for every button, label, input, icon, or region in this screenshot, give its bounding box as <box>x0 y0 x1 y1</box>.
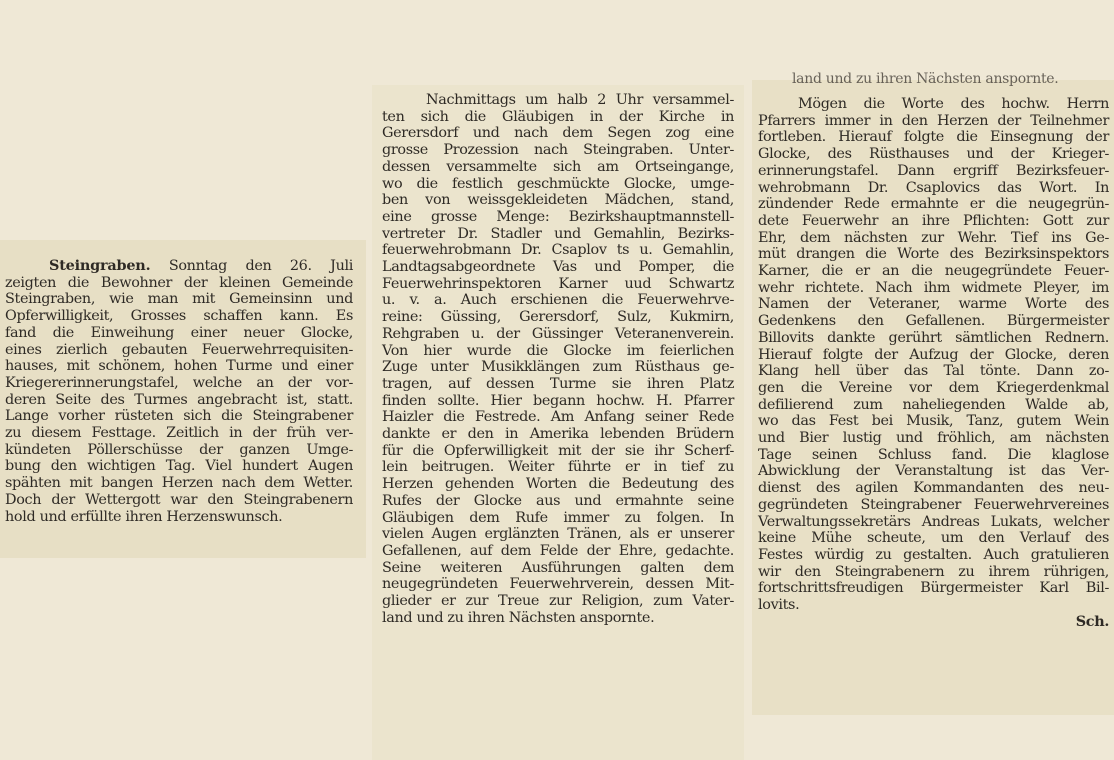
text-line: eines zierlich gebauten Feuerwehrrequisiten- <box>5 341 353 358</box>
column-1-text <box>5 258 353 525</box>
cut-off-text-fragment <box>752 71 1114 92</box>
text-line: finden sollte. Hier begann hochw. H. Pfarrer <box>382 392 734 409</box>
text-line: gen die Vereine vor dem Kriegerdenkmal <box>758 379 1109 396</box>
text-line: Haizler die Festrede. Am Anfang seiner Rede <box>382 409 734 426</box>
column-1-first-line <box>5 258 353 275</box>
article-clipping-3 <box>752 80 1114 715</box>
text-line: fortschrittsfreudigen Bürgermeister Karl Bil- <box>758 580 1109 597</box>
text-line: erinnerungstafel. Dann ergriff Bezirksfeuer- <box>758 162 1109 179</box>
text-line: Tage seinen Schluss fand. Die klaglose <box>758 446 1109 463</box>
text-line: wehr richtete. Nach ihm widmete Pleyer, im <box>758 279 1109 296</box>
text-line: eine grosse Menge: Bezirkshauptmannstell- <box>382 208 734 225</box>
text-line: kündeten Pöllerschüsse der ganzen Umge- <box>5 441 353 458</box>
text-line: zündender Rede ermahnte er die neugegrün- <box>758 196 1109 213</box>
text-line: tragen, auf dessen Turme sie ihren Platz <box>382 375 734 392</box>
text-line: hold und erfüllte ihren Herzenswunsch. <box>5 508 283 525</box>
author-signature: Sch. <box>1075 612 1109 630</box>
text-line: deren Seite des Turmes angebracht ist, statt. <box>5 391 353 408</box>
text-line: Pfarrers immer in den Herzen der Teilnehmer <box>758 112 1109 129</box>
text-line: Klang hell über das Tal tönte. Dann zo- <box>758 363 1109 380</box>
text-line: vertreter Dr. Stadler und Gemahlin, Bezirks- <box>382 225 734 242</box>
text-line: müt drangen die Worte des Bezirksinspektors <box>758 246 1109 263</box>
text-line: Billovits dankte gerührt sämtlichen Rednern. <box>758 329 1109 346</box>
column-2-text <box>382 92 734 627</box>
text-line: Nachmittags um halb 2 Uhr versammel- <box>426 92 734 108</box>
fragment-text: land und zu ihren Nächsten anspornte. <box>792 71 1059 87</box>
text-line: Herzen gehenden Worten die Bedeutung des <box>382 476 734 493</box>
text-line: dienst des agilen Kommandanten des neu- <box>758 480 1109 497</box>
article-heading: Steingraben. <box>49 257 151 274</box>
text-line: fortleben. Hierauf folgte die Einsegnung der <box>758 129 1109 146</box>
text-line: Mögen die Worte des hochw. Herrn <box>798 96 1109 112</box>
text-line: neugegründeten Feuerwehrverein, dessen Mit- <box>382 576 734 593</box>
text-line: wo die festlich geschmückte Glocke, umge- <box>382 175 734 192</box>
text-line: lein beitrugen. Weiter führte er in tief zu <box>382 459 734 476</box>
text-line: gegründeten Steingrabener Feuerwehrvereines <box>758 496 1109 513</box>
text-line: zeigten die Bewohner der kleinen Gemeinde <box>5 274 353 291</box>
text-line: fand die Einweihung einer neuer Glocke, <box>5 324 353 341</box>
text-line: Seine weiteren Ausführungen galten dem <box>382 559 734 576</box>
text-line: wo das Fest bei Musik, Tanz, gutem Wein <box>758 413 1109 430</box>
text-line: Lange vorher rüsteten sich die Steingrabener <box>5 408 353 425</box>
text-line: zu diesem Festtage. Zeitlich in der früh ver- <box>5 425 353 442</box>
article-clipping-1 <box>0 240 366 558</box>
text-line: land und zu ihren Nächsten anspornte. <box>382 609 655 626</box>
text-line: ten sich die Gläubigen in der Kirche in <box>382 108 734 125</box>
text-line: Steingraben, wie man mit Gemeinsinn und <box>5 291 353 308</box>
text-line: Rehgraben u. der Güssinger Veteranenverein. <box>382 325 734 342</box>
text-line: und Bier lustig und fröhlich, am nächsten <box>758 430 1109 447</box>
text-line: dankte er den in Amerika lebenden Brüdern <box>382 426 734 443</box>
text-line: Karner, die er an die neugegründete Feuer- <box>758 263 1109 280</box>
text-line: vielen Augen erglänzten Tränen, als er unserer <box>382 526 734 543</box>
text-line: Gläubigen dem Rufe immer zu folgen. In <box>382 509 734 526</box>
text-line: Feuerwehrinspektoren Karner uud Schwartz <box>382 275 734 292</box>
text-line: Verwaltungssekretärs Andreas Lukats, welcher <box>758 513 1109 530</box>
text-line: dessen versammelte sich am Ortseingange, <box>382 158 734 175</box>
text-line: Zuge unter Musikklängen zum Rüsthaus ge- <box>382 359 734 376</box>
text-line: bung den wichtigen Tag. Viel hundert Augen <box>5 458 353 475</box>
text-line: ben von weissgekleideten Mädchen, stand, <box>382 192 734 209</box>
text-line: Opferwilligkeit, Grosses schaffen kann. Es <box>5 308 353 325</box>
heading-line-rest: Sonntag den 26. Juli <box>168 258 353 274</box>
text-line: Landtagsabgeordnete Vas und Pomper, die <box>382 259 734 276</box>
text-line: Rufes der Glocke aus und ermahnte seine <box>382 492 734 509</box>
text-line: für die Opferwilligkeit mit der sie ihr Scherf- <box>382 442 734 459</box>
text-line: Kriegererinnerungstafel, welche an der vor- <box>5 374 353 391</box>
text-line: Abwicklung der Veranstaltung ist das Ver- <box>758 463 1109 480</box>
text-line: u. v. a. Auch erschienen die Feuerwehrve- <box>382 292 734 309</box>
text-line: glieder er zur Treue zur Religion, zum Vater- <box>382 593 734 610</box>
text-line: Hierauf folgte der Aufzug der Glocke, deren <box>758 346 1109 363</box>
text-line: keine Mühe scheute, um den Verlauf des <box>758 530 1109 547</box>
text-line: Doch der Wettergott war den Steingrabenern <box>5 491 353 508</box>
text-line: Glocke, des Rüsthauses und der Krieger- <box>758 146 1109 163</box>
text-line: defilierend zum naheliegenden Walde ab, <box>758 396 1109 413</box>
text-line: hauses, mit schönem, hohen Turme und einer <box>5 358 353 375</box>
article-clipping-2 <box>372 85 744 760</box>
text-line: Von hier wurde die Glocke im feierlichen <box>382 342 734 359</box>
text-line: Festes würdig zu gestalten. Auch gratulieren <box>758 546 1109 563</box>
text-line: reine: Güssing, Gerersdorf, Sulz, Kukmirn, <box>382 309 734 326</box>
text-line: wir den Steingrabenern zu ihrem rührigen, <box>758 563 1109 580</box>
text-line: Gedenkens den Gefallenen. Bürgermeister <box>758 313 1109 330</box>
text-line: Ehr, dem nächsten zur Wehr. Tief ins Ge- <box>758 229 1109 246</box>
text-line: Namen der Veteraner, warme Worte des <box>758 296 1109 313</box>
text-line: wehrobmann Dr. Csaplovics das Wort. In <box>758 179 1109 196</box>
column-3-text <box>758 96 1109 631</box>
text-line: Gefallenen, auf dem Felde der Ehre, gedachte. <box>382 542 734 559</box>
text-line: dete Feuerwehr an ihre Pflichten: Gott zur <box>758 212 1109 229</box>
text-line: spähten mit bangen Herzen nach dem Wetter. <box>5 475 353 492</box>
text-line: grosse Prozession nach Steingraben. Unter- <box>382 142 734 159</box>
text-line: lovits. <box>758 597 800 614</box>
text-line: Gerersdorf und nach dem Segen zog eine <box>382 125 734 142</box>
text-line: feuerwehrobmann Dr. Csaplov ts u. Gemahlin, <box>382 242 734 259</box>
